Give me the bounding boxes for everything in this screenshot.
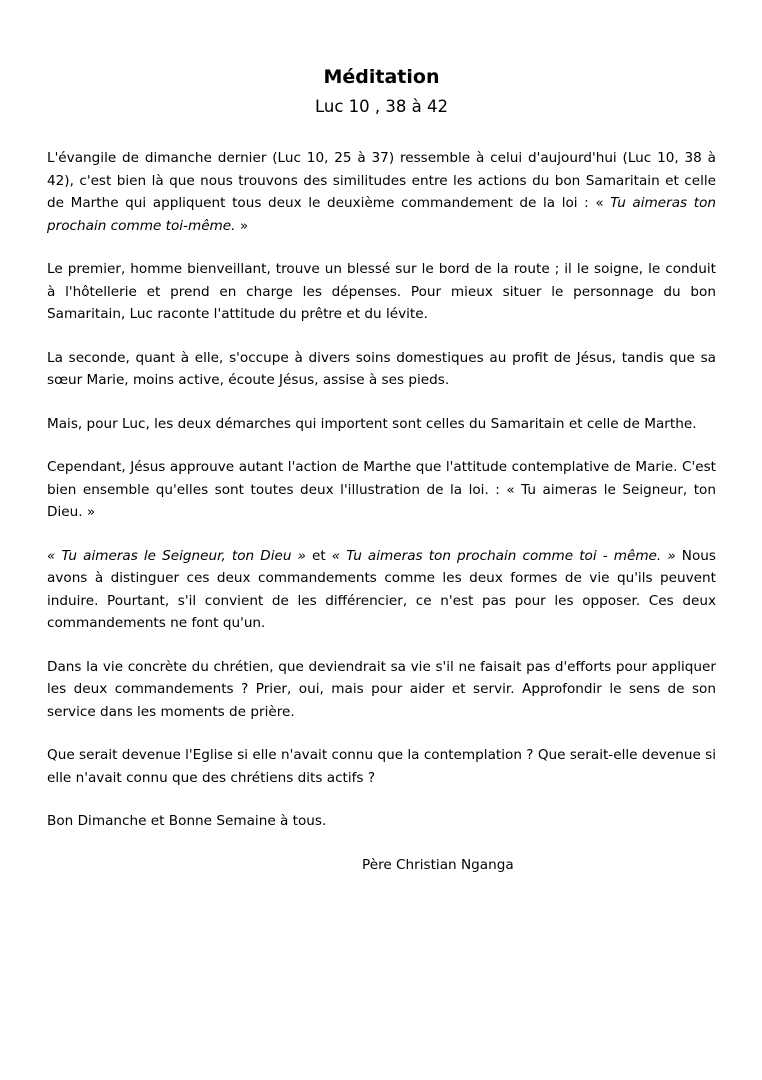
paragraph-6-quote-b: « Tu aimeras ton prochain comme toi - même. » xyxy=(331,547,676,564)
document-body xyxy=(47,147,716,876)
paragraph-9: Bon Dimanche et Bonne Semaine à tous. xyxy=(47,813,327,829)
paragraph-1-quote: Tu aimeras ton prochain comme toi-même. xyxy=(47,195,716,234)
paragraph-6 xyxy=(47,545,716,635)
paragraph-1-end: » xyxy=(235,217,249,234)
paragraph-3: La seconde, quant à elle, s'occupe à divers soins domestiques au profit de Jésus, tandis que sa sœur Marie, moins active, écoute Jésus, assise à ses pieds. xyxy=(47,349,716,388)
paragraph-7: Dans la vie concrète du chrétien, que deviendrait sa vie s'il ne faisait pas d'efforts pour appliquer les deux commandements ? Prier, oui, mais pour aider et servir. Approfondir le sens de son service dans les moments de prière. xyxy=(47,658,716,720)
paragraph-1-text: L'évangile de dimanche dernier (Luc 10, 25 à 37) ressemble à celui d'aujourd'hui (Luc 10, 38 à 42), c'est bien là que nous trouvons des similitudes entre les actions du bon Samaritain et celle de Marthe qui appliquent tous deux le deuxième commandement de la loi : « xyxy=(47,150,716,211)
page-title: Méditation xyxy=(323,66,440,88)
paragraph-6-rest: Nous avons à distinguer ces deux commandements comme les deux formes de vie qu'ils peuvent induire. Pourtant, s'il convient de les différencier, ce n'est pas pour les opposer. Ces deux commandements ne font qu'un. xyxy=(47,547,716,631)
paragraph-4: Mais, pour Luc, les deux démarches qui importent sont celles du Samaritain et celle de Marthe. xyxy=(47,415,697,432)
paragraph-5: Cependant, Jésus approuve autant l'action de Marthe que l'attitude contemplative de Marie. C'est bien ensemble qu'elles sont toutes deux l'illustration de la loi. : « Tu aimeras le Seigneur, ton Dieu. » xyxy=(47,459,716,520)
paragraph-1 xyxy=(47,147,716,237)
signature: Père Christian Nganga xyxy=(362,856,514,873)
paragraph-6-and: et xyxy=(305,547,332,564)
paragraph-2: Le premier, homme bienveillant, trouve un blessé sur le bord de la route ; il le soigne, le conduit à l'hôtellerie et prend en charge les dépenses. Pour mieux situer le personnage du bon Samaritain, Luc raconte l'attitude du prêtre et du lévite. xyxy=(47,261,716,322)
paragraph-6-quote-a: « Tu aimeras le Seigneur, ton Dieu » xyxy=(47,547,306,564)
paragraph-8: Que serait devenue l'Eglise si elle n'avait connu que la contemplation ? Que serait-elle devenue si elle n'avait connu que des chrétiens dits actifs ? xyxy=(47,747,716,786)
scripture-reference: Luc 10 , 38 à 42 xyxy=(315,97,448,116)
